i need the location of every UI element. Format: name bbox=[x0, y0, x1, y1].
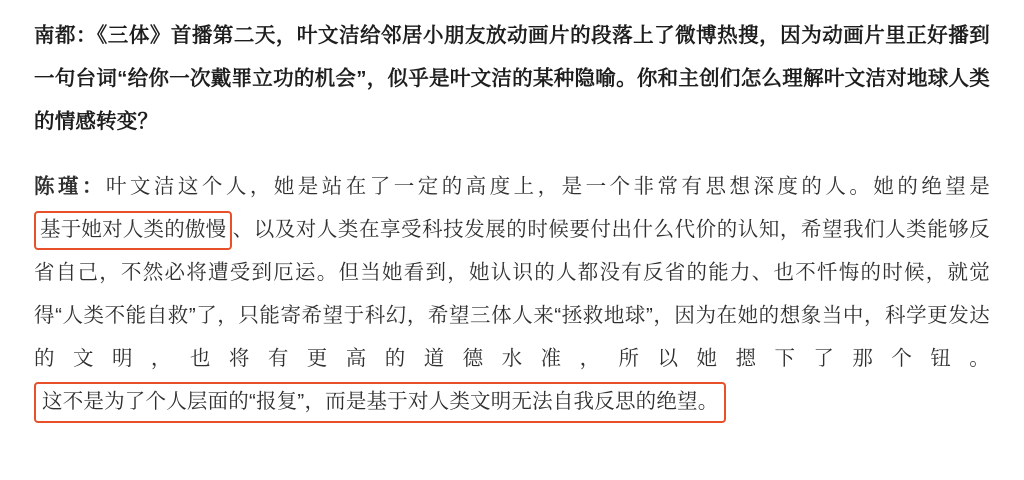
answer-paragraph bbox=[34, 165, 990, 423]
question-body-text: 《三体》首播第二天，叶文洁给邻居小朋友放动画片的段落上了微博热搜，因为动画片里正好播到一句台词“给你一次戴罪立功的机会”，似乎是叶文洁的某种隐喻。你和主创们怎么理解叶文洁对地球人类的情感转变？ bbox=[34, 24, 990, 133]
question-speaker-label: 南都： bbox=[34, 24, 98, 47]
answer-text-segment-1: 叶文洁这个人，她是站在了一定的高度上，是一个非常有思想深度的人。她的绝望是 bbox=[105, 175, 990, 198]
page-bottom-margin bbox=[0, 474, 1024, 480]
highlight-box-1: 基于她对人类的傲慢 bbox=[34, 211, 232, 250]
answer-speaker-label: 陈瑾： bbox=[34, 175, 106, 198]
paragraph-spacer bbox=[34, 143, 990, 165]
question-paragraph bbox=[34, 14, 990, 143]
highlight-box-2: 这不是为了个人层面的“报复”，而是基于对人类文明无法自我反思的绝望。 bbox=[34, 382, 726, 423]
answer-text-segment-2: 、以及对人类在享受科技发展的时候要付出什么代价的认知，希望我们人类能够反省自己，不然必将遭受到厄运。但当她看到，她认识的人都没有反省的能力、也不忏悔的时候，就觉得“人类不能自救”了，只能寄希望于科幻，希望三体人来“拯救地球”，因为在她的想象当中，科学更发达的文明，也将有更高的道德水准，所以她摁下了那个钮。 bbox=[34, 218, 990, 370]
